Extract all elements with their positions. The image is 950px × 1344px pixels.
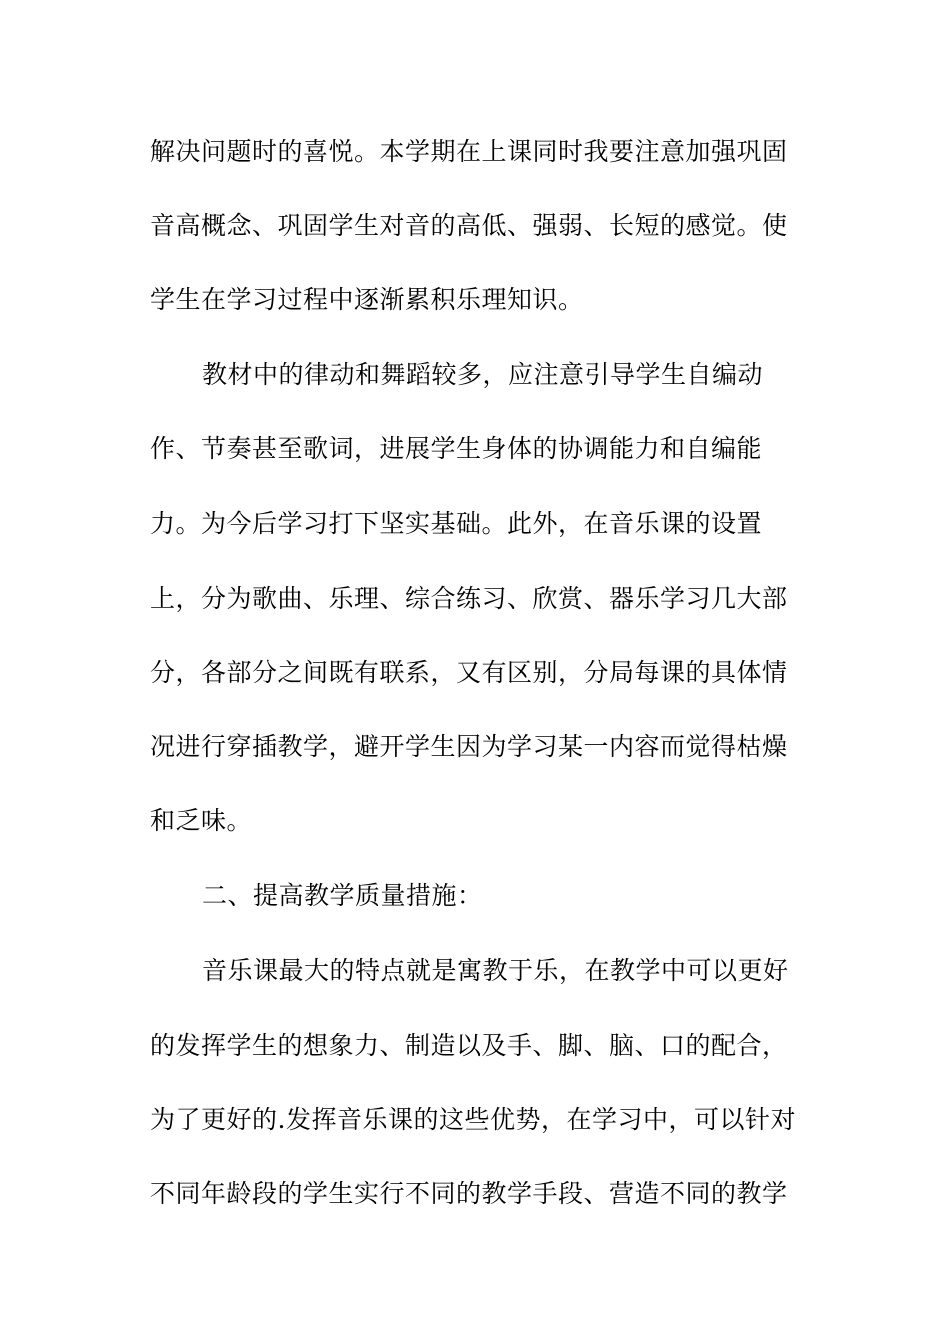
text-line-5: 作、节奏甚至歌词，进展学生身体的协调能力和自编能 xyxy=(150,434,763,463)
text-line-13: 的发挥学生的想象力、制造以及手、脚、脑、口的配合， xyxy=(150,1031,788,1060)
text-line-14: 为了更好的.发挥音乐课的这些优势，在学习中，可以针对 xyxy=(150,1105,796,1134)
text-line-4: 教材中的律动和舞蹈较多，应注意引导学生自编动 xyxy=(202,360,764,389)
text-line-7: 上，分为歌曲、乐理、综合练习、欣赏、器乐学习几大部 xyxy=(150,584,788,613)
section-heading: 二、提高教学质量措施： xyxy=(202,881,483,910)
text-line-3: 学生在学习过程中逐渐累积乐理知识。 xyxy=(150,285,584,314)
text-line-2: 音高概念、巩固学生对音的高低、强弱、长短的感觉。使 xyxy=(150,211,788,240)
text-line-8: 分，各部分之间既有联系，又有区别，分局每课的具体情 xyxy=(150,658,788,687)
text-line-6: 力。为今后学习打下坚实基础。此外，在音乐课的设置 xyxy=(150,509,763,538)
text-line-15: 不同年龄段的学生实行不同的教学手段、营造不同的教学 xyxy=(150,1179,788,1208)
text-line-10: 和乏味。 xyxy=(150,806,253,835)
text-line-9: 况进行穿插教学，避开学生因为学习某一内容而觉得枯燥 xyxy=(150,732,788,761)
text-line-1: 解决问题时的喜悦。本学期在上课同时我要注意加强巩固 xyxy=(150,137,788,166)
text-line-12: 音乐课最大的特点就是寓教于乐，在教学中可以更好 xyxy=(202,956,789,985)
